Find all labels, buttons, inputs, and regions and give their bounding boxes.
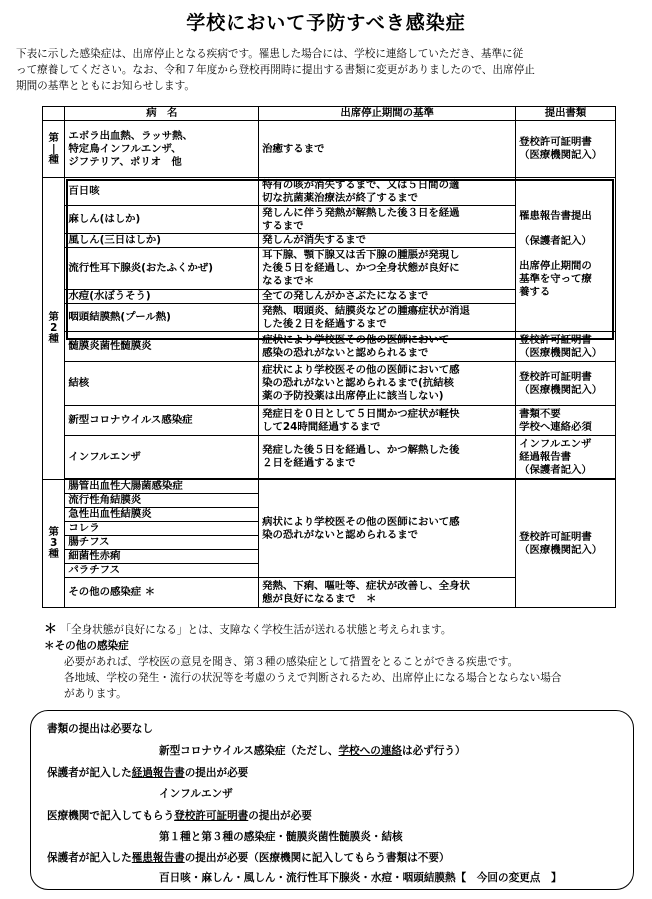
disease-cell: コレラ <box>65 522 259 536</box>
criteria-cell: 発しんが消失するまで <box>259 234 516 248</box>
disease-cell: 結核 <box>65 362 259 406</box>
disease-cell: 咽頭結膜熱(プール熱) <box>65 304 259 332</box>
summary-value: インフルエンザ <box>159 788 233 800</box>
criteria-cell: 発熱、下痢、嘔吐等、症状が改善し、全身状 態が良好になるまで ＊ <box>259 578 516 608</box>
summary-value: 新型コロナウイルス感染症（ただし、学校への連絡は必ず行う） <box>159 745 466 757</box>
criteria-cell: 耳下腺、顎下腺又は舌下腺の腫脹が発現し た後５日を経過し、かつ全身状態が良好に なるまで＊ <box>259 248 516 290</box>
document-cell: 登校許可証明書 （医療機関記入） <box>516 480 616 608</box>
note-2-line: 必要があれば、学校医の意見を聞き、第３種の感染症として措置をとることができる疾患です。 <box>64 656 519 668</box>
document-cell: 登校許可証明書 （医療機関記入） <box>516 332 616 362</box>
document-cell: 登校許可証明書 （医療機関記入） <box>516 121 616 178</box>
document-cell: 登校許可証明書 （医療機関記入） <box>516 362 616 406</box>
page-title: 学校において予防すべき感染症 <box>186 12 466 34</box>
disease-cell: 流行性角結膜炎 <box>65 494 259 508</box>
criteria-cell: 症状により学校医その他の医師において感 染の恐れがないと認められるまで(抗結核 薬の予防投薬は出席停止に該当しない) <box>259 362 516 406</box>
summary-heading: 保護者が記入した経過報告書の提出が必要 <box>47 767 249 779</box>
header-disease: 病 名 <box>65 107 259 121</box>
disease-cell: その他の感染症 ＊ <box>65 578 259 608</box>
category-1: 第 | 種 <box>43 121 65 178</box>
infection-table <box>42 106 616 608</box>
disease-cell: インフルエンザ <box>65 436 259 479</box>
disease-cell: 風しん(三日はしか) <box>65 234 259 248</box>
disease-cell: 急性出血性結膜炎 <box>65 508 259 522</box>
document-cell: 書類不要 学校へ連絡必須 <box>516 406 616 436</box>
header-blank <box>43 107 65 121</box>
criteria-cell: 発しんに伴う発熱が解熱した後３日を経過 するまで <box>259 206 516 234</box>
criteria-cell: 症状により学校医その他の医師において 感染の恐れがないと認められるまで <box>259 332 516 362</box>
disease-cell: 水痘(水ぼうそう) <box>65 290 259 304</box>
header-criteria: 出席停止期間の基準 <box>259 107 516 121</box>
intro-line: 期間の基準とともにお知らせします。 <box>16 80 195 92</box>
note-2-heading: ＊その他の感染症 <box>44 640 129 652</box>
document-cell-group: 罹患報告書提出 （保護者記入） 出席停止期間の 基準を守って療 養する <box>516 178 616 332</box>
disease-cell: 流行性耳下腺炎(おたふくかぜ) <box>65 248 259 290</box>
summary-box <box>30 710 634 890</box>
document-cell: インフルエンザ 経過報告書 （保護者記入） <box>516 436 616 479</box>
disease-cell: 新型コロナウイルス感染症 <box>65 406 259 436</box>
notes <box>44 622 644 702</box>
summary-heading: 保護者が記入した罹患報告書の提出が必要（医療機関に記入してもらう書類は不要） <box>47 852 450 864</box>
criteria-cell: 発症日を０日として５日間かつ症状が軽快 して24時間経過するまで <box>259 406 516 436</box>
summary-heading: 医療機関で記入してもらう登校許可証明書の提出が必要 <box>47 810 312 822</box>
criteria-cell: 発熱、咽頭炎、結膜炎などの腫瘍症状が消退 した後２日を経過するまで <box>259 304 516 332</box>
header-documents: 提出書類 <box>516 107 616 121</box>
disease-cell: 麻しん(はしか) <box>65 206 259 234</box>
category-2: 第 2 種 <box>43 178 65 480</box>
disease-cell: 百日咳 <box>65 178 259 206</box>
summary-value: 第１種と第３種の感染症・髄膜炎菌性髄膜炎・結核 <box>159 831 403 843</box>
intro-line: 下表に示した感染症は、出席停止となる疾病です。罹患した場合には、学校に連絡していただき、基準に従 <box>16 48 524 60</box>
criteria-cell: 特有の咳が消失するまで、又は５日間の適 切な抗菌薬治療法が終了するまで <box>259 178 516 206</box>
note-1: ＊ 「全身状態が良好になる」とは、支障なく学校生活が送れる状態と考えられます。 <box>44 622 452 637</box>
intro-text <box>16 46 641 94</box>
criteria-cell: 全ての発しんがかさぶたになるまで <box>259 290 516 304</box>
summary-heading: 書類の提出は必要なし <box>47 723 153 735</box>
summary-value: 百日咳・麻しん・風しん・流行性耳下腺炎・水痘・咽頭結膜熱【 今回の変更点 】 <box>159 872 562 884</box>
disease-cell: 腸管出血性大腸菌感染症 <box>65 480 259 494</box>
disease-cell: 髄膜炎菌性髄膜炎 <box>65 332 259 362</box>
criteria-cell: 発症した後５日を経過し、かつ解熱した後 ２日を経過するまで <box>259 436 516 479</box>
category-3: 第 3 種 <box>43 480 65 608</box>
criteria-cell: 病状により学校医その他の医師において感 染の恐れがないと認められるまで <box>259 480 516 578</box>
disease-cell: 腸チフス <box>65 536 259 550</box>
disease-cell: 細菌性赤痢 <box>65 550 259 564</box>
note-2-line: があります。 <box>64 688 127 700</box>
disease-cell: エボラ出血熱、ラッサ熱、 特定鳥インフルエンザ、 ジフテリア、ポリオ 他 <box>65 121 259 178</box>
intro-line: って療養してください。なお、令和７年度から登校再開時に提出する書類に変更がありましたので、出席停止 <box>16 64 535 76</box>
criteria-cell: 治癒するまで <box>259 121 516 178</box>
disease-cell: パラチフス <box>65 564 259 578</box>
note-2-line: 各地域、学校の発生・流行の状況等を考慮のうえで判断されるため、出席停止になる場合とならない場合 <box>64 672 562 684</box>
